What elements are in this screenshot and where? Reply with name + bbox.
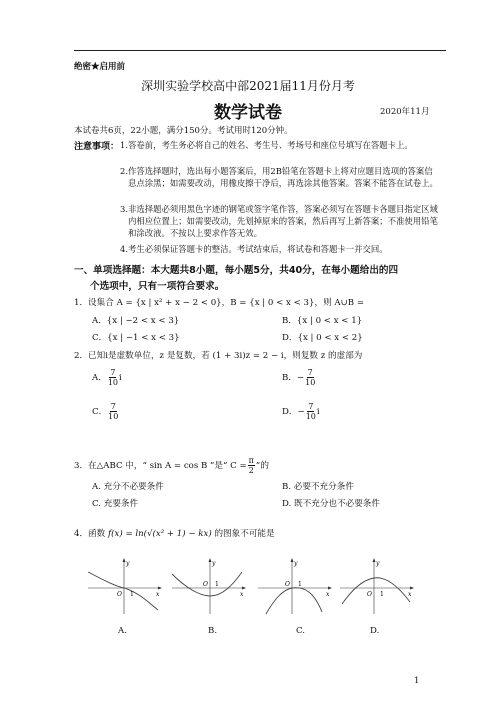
graph-b-label: B. bbox=[208, 626, 218, 636]
denominator: 2 bbox=[248, 466, 254, 475]
graph-c-label: C. bbox=[296, 626, 306, 636]
page-number: 1 bbox=[414, 676, 420, 686]
note-text: 非选择题必须用黑色字迹的钢笔或签字笔作答，答案必须写在答题卡各题目指定区域内相应位置上；如需要改动，先划掉原来的答案，然后再写上新答案；不准使用铅笔和涂改液。不按以上要求作答无效。 bbox=[128, 204, 438, 239]
note-item-4 bbox=[120, 243, 438, 255]
numerator: 7 bbox=[110, 368, 116, 377]
unit-label: 1 bbox=[298, 581, 302, 588]
x-label: x bbox=[156, 591, 160, 598]
q2-option-c bbox=[92, 402, 119, 421]
q2-option-a bbox=[92, 368, 122, 387]
x-label: x bbox=[326, 591, 330, 598]
q1-option-d: D．{x | 0 < x < 2} bbox=[282, 333, 363, 343]
graph-a bbox=[86, 556, 164, 616]
x-axis-arrow bbox=[158, 587, 162, 590]
section-heading-line1: 一、单项选择题：本大题共8小题，每小题5分，共40分，在每小题给出的四 bbox=[74, 265, 399, 276]
numerator: 7 bbox=[308, 402, 314, 411]
option-label: C． bbox=[92, 407, 108, 417]
q3-stem-part1: 3．在△ABC 中，“ sin A = cos B ”是“ C = bbox=[74, 461, 247, 471]
graph-d-label: D. bbox=[370, 626, 380, 636]
pi-over-two bbox=[248, 456, 255, 475]
header-rule bbox=[74, 50, 446, 51]
y-label: y bbox=[126, 560, 130, 567]
denominator: 10 bbox=[108, 412, 119, 421]
q4-formula: f(x) = ln(√(x² + 1) − kx) bbox=[107, 529, 212, 539]
note-num: 4. bbox=[120, 244, 128, 254]
option-label: D． bbox=[282, 407, 298, 417]
numerator: 7 bbox=[110, 402, 116, 411]
q3-stem bbox=[74, 456, 269, 475]
origin-label: O bbox=[203, 581, 208, 588]
denominator: 10 bbox=[305, 378, 316, 387]
curve bbox=[266, 588, 322, 614]
x-axis-arrow bbox=[242, 587, 246, 590]
q2-stem: 2．已知i是虚数单位，z 是复数，若 (1 + 3i)z = 2 − i，则复数 z 的虚部为 bbox=[74, 351, 363, 361]
fraction bbox=[306, 402, 316, 421]
x-axis-arrow bbox=[410, 587, 414, 590]
q2-option-d bbox=[282, 402, 320, 421]
q1-option-c: C．{x | −1 < x < 3} bbox=[92, 333, 180, 343]
y-label: y bbox=[376, 560, 380, 567]
curve bbox=[88, 572, 158, 610]
numerator: π bbox=[248, 456, 254, 465]
school-title: 深圳实验学校高中部2021届11月份月考 bbox=[141, 79, 355, 93]
note-item-3 bbox=[120, 203, 438, 240]
note-item-2 bbox=[120, 165, 438, 189]
unit-label: 1 bbox=[380, 591, 384, 598]
note-item-1 bbox=[120, 139, 438, 151]
fraction bbox=[108, 402, 118, 421]
option-label: B． bbox=[282, 373, 297, 383]
numerator: 7 bbox=[307, 368, 313, 377]
q3-option-b: B. 必要不充分条件 bbox=[282, 482, 354, 492]
imag-unit: i bbox=[119, 373, 122, 383]
q4-stem-part1: 4．函数 bbox=[74, 529, 106, 539]
q1-stem: 1．设集合 A = {x | x² + x − 2 < 0}，B = {x | 0 < x < 3}，则 A∪B = bbox=[74, 298, 365, 308]
q4-stem-part2: 的图象不可能是 bbox=[214, 529, 275, 539]
exam-title: 数学试卷 bbox=[214, 103, 282, 123]
note-text: 答卷前，考生务必将自己的姓名、考生号、考场号和座位号填写在答题卡上。 bbox=[128, 140, 413, 150]
q3-option-c: C. 充要条件 bbox=[92, 499, 139, 509]
graph-d bbox=[338, 556, 416, 616]
origin-label: O bbox=[285, 581, 290, 588]
unit-label: 1 bbox=[130, 591, 134, 598]
denominator: 10 bbox=[107, 378, 118, 387]
fraction bbox=[108, 368, 118, 387]
x-axis-arrow bbox=[328, 587, 332, 590]
q1-option-a: A．{x | −2 < x < 3} bbox=[92, 316, 180, 326]
y-label: y bbox=[212, 560, 216, 567]
graph-c bbox=[256, 556, 334, 616]
q1-option-b: B．{x | 0 < x < 1} bbox=[282, 316, 363, 326]
q4-stem bbox=[74, 528, 275, 541]
q2-option-b bbox=[282, 368, 316, 387]
secret-mark: 绝密★启用前 bbox=[74, 62, 126, 72]
q3-stem-part2: ”的 bbox=[255, 461, 269, 471]
x-label: x bbox=[408, 591, 412, 598]
note-num: 2. bbox=[120, 166, 128, 176]
minus-sign: − bbox=[296, 373, 305, 383]
fraction bbox=[305, 368, 315, 387]
q3-option-d: D. 既不充分也不必要条件 bbox=[282, 499, 380, 509]
imag-unit: i bbox=[316, 407, 320, 417]
origin-label: O bbox=[117, 591, 122, 598]
section-heading-line2: 个选项中，只有一项符合要求。 bbox=[90, 281, 225, 292]
note-num: 3. bbox=[120, 204, 128, 214]
denominator: 10 bbox=[305, 412, 316, 421]
note-num: 1. bbox=[120, 140, 128, 150]
unit-label: 1 bbox=[215, 581, 219, 588]
curve bbox=[342, 578, 410, 604]
notes-label: 注意事项： bbox=[74, 142, 120, 152]
note-text: 考生必须保证答题卡的整洁。考试结束后，将试卷和答题卡一并交回。 bbox=[128, 244, 388, 254]
graph-b bbox=[170, 556, 248, 616]
note-text: 作答选择题时，选出每小题答案后，用2B铅笔在答题卡上将对应题目选项的答案信息点涂黑；如需要改动，用橡皮擦干净后，再选涂其他答案。答案不能答在试卷上。 bbox=[128, 166, 438, 189]
q3-option-a: A. 充分不必要条件 bbox=[92, 482, 164, 492]
intro-text: 本试卷共6页，22小题，满分150分。考试用时120分钟。 bbox=[74, 126, 293, 136]
graph-a-label: A. bbox=[118, 626, 127, 636]
minus-sign: − bbox=[297, 407, 305, 417]
exam-date: 2020年11月 bbox=[380, 107, 430, 117]
x-label: x bbox=[240, 591, 244, 598]
origin-label: O bbox=[367, 591, 372, 598]
y-label: y bbox=[294, 560, 298, 567]
option-label: A． bbox=[92, 373, 107, 383]
